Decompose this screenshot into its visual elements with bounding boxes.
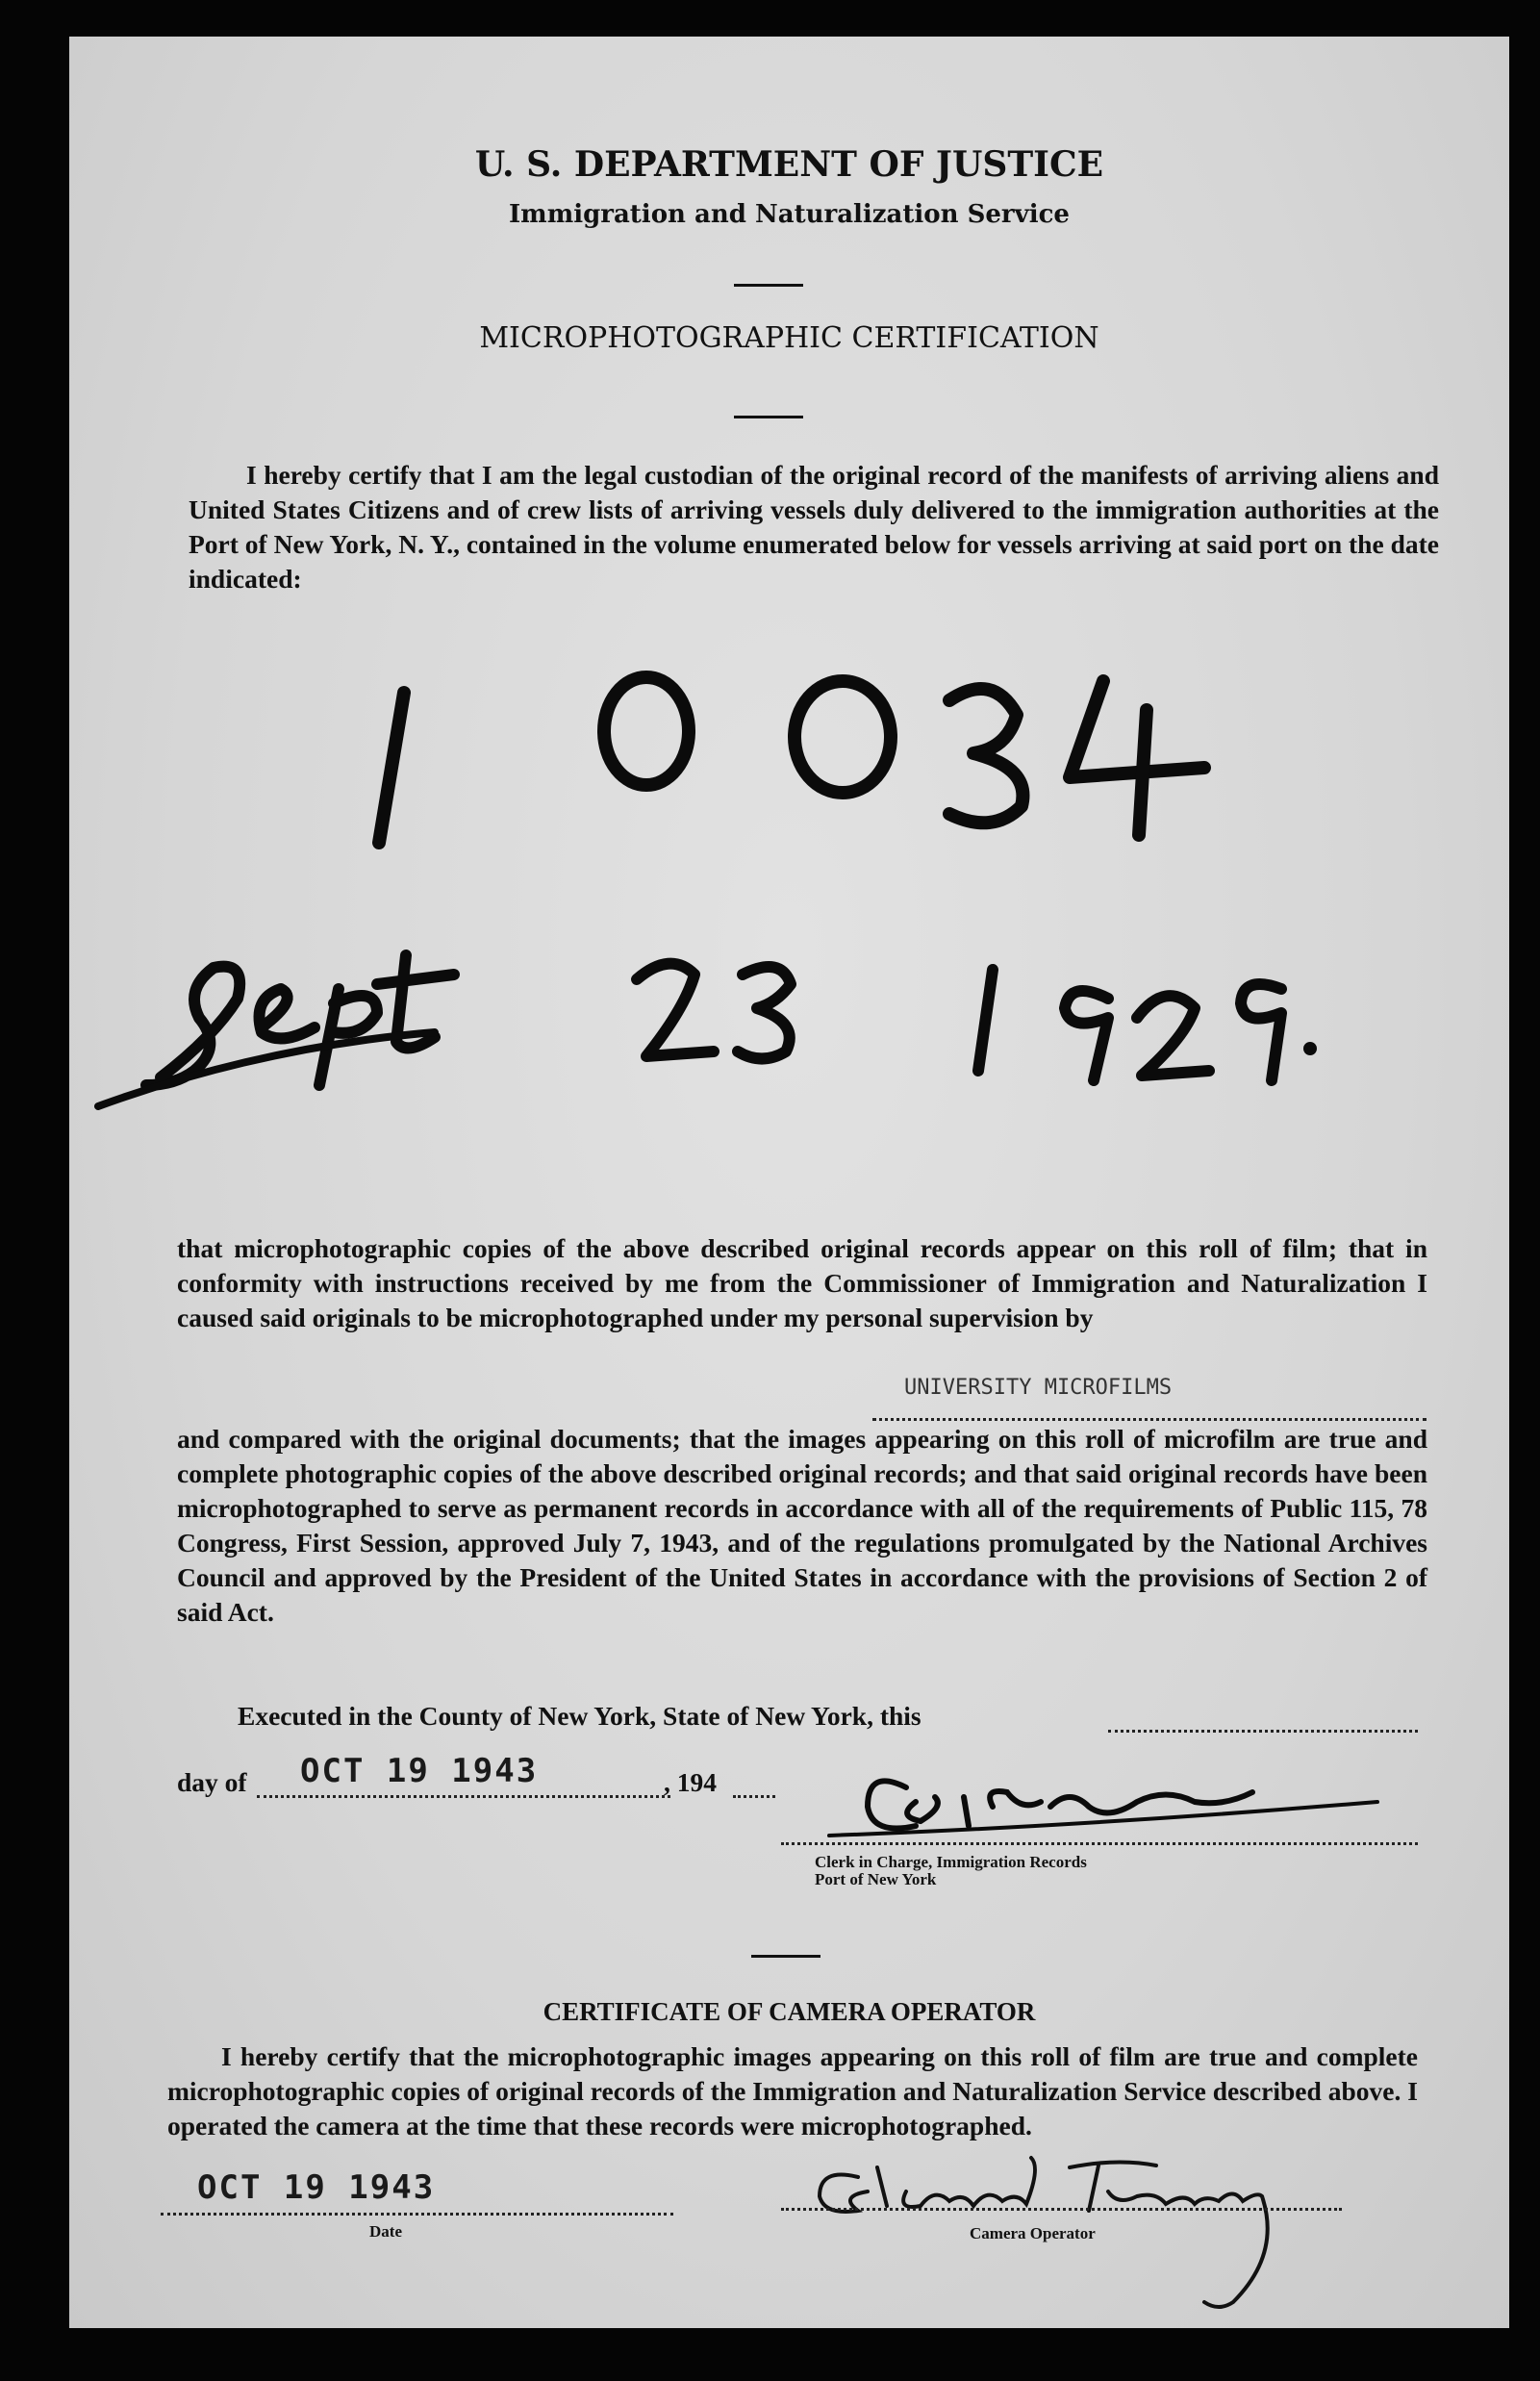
- clerk-signature-line: [781, 1840, 1418, 1845]
- custodian-paragraph: I hereby certify that I am the legal custodian of the original record of the manifests of arriving aliens and United States Citizens and of crew lists of arriving vessels duly delivered to the immigration authorities at the Port of New York, N. Y., contained in the volume enumerated below for vessels arriving at said port on the date indicated:: [189, 460, 1439, 594]
- department-heading: U. S. DEPARTMENT OF JUSTICE: [474, 144, 1104, 185]
- date-label: Date: [369, 2222, 402, 2241]
- divider: [751, 1955, 820, 1958]
- camera-operator-label: Camera Operator: [970, 2224, 1096, 2242]
- clerk-port: Port of New York: [815, 1870, 937, 1888]
- certification-paragraph-part2: and compared with the original documents; that the images appearing on this roll of microfilm are true and complete photographic copies of the above described original records; and that said original records have been microphotographed to serve as permanent records in accordance with all of the requirements of Public 115, 78 Congress, First Session, approved July 7, 1943, and of the regulations promulgated by the National Archives Council and approved by the President of the United States in accordance with the provisions of Section 2 of said Act.: [177, 1424, 1427, 1627]
- camera-certificate-text: I hereby certify that the microphotographic images appearing on this roll of film are true and complete microphotographic copies of original records of the Immigration and Naturalization Service described above. I operated the camera at the time that these records were microphotographed.: [167, 2041, 1418, 2140]
- year-dotted-line: [733, 1774, 775, 1798]
- photographer-name: UNIVERSITY MICROFILMS: [904, 1376, 1173, 1400]
- executed-dotted-line: [1108, 1705, 1418, 1733]
- certificate-page: [69, 37, 1509, 2328]
- clerk-title: Clerk in Charge, Immigration Records: [815, 1853, 1087, 1871]
- day-of-label: day of: [177, 1767, 247, 1797]
- executed-text: Executed in the County of New York, State of New York, this: [238, 1701, 921, 1731]
- divider: [734, 284, 803, 287]
- certification-paragraph-part1: that microphotographic copies of the above described original records appear on this roll of film; that in conformity with instructions received by me from the Commissioner of Immigration and Naturalization I caused said originals to be microphotographed under my personal supervision by: [177, 1233, 1427, 1332]
- year-prefix: , 194: [664, 1767, 717, 1797]
- service-subheading: Immigration and Naturalization Service: [509, 200, 1070, 229]
- certification-title: MICROPHOTOGRAPHIC CERTIFICATION: [479, 321, 1099, 355]
- divider: [734, 416, 803, 418]
- operator-date-stamp: OCT 19 1943: [197, 2168, 436, 2207]
- operator-signature-line: [781, 2206, 1342, 2211]
- date-stamp: OCT 19 1943: [300, 1752, 539, 1790]
- clerk-signature: [800, 1749, 1416, 1855]
- camera-certificate-title: CERTIFICATE OF CAMERA OPERATOR: [543, 1997, 1036, 2026]
